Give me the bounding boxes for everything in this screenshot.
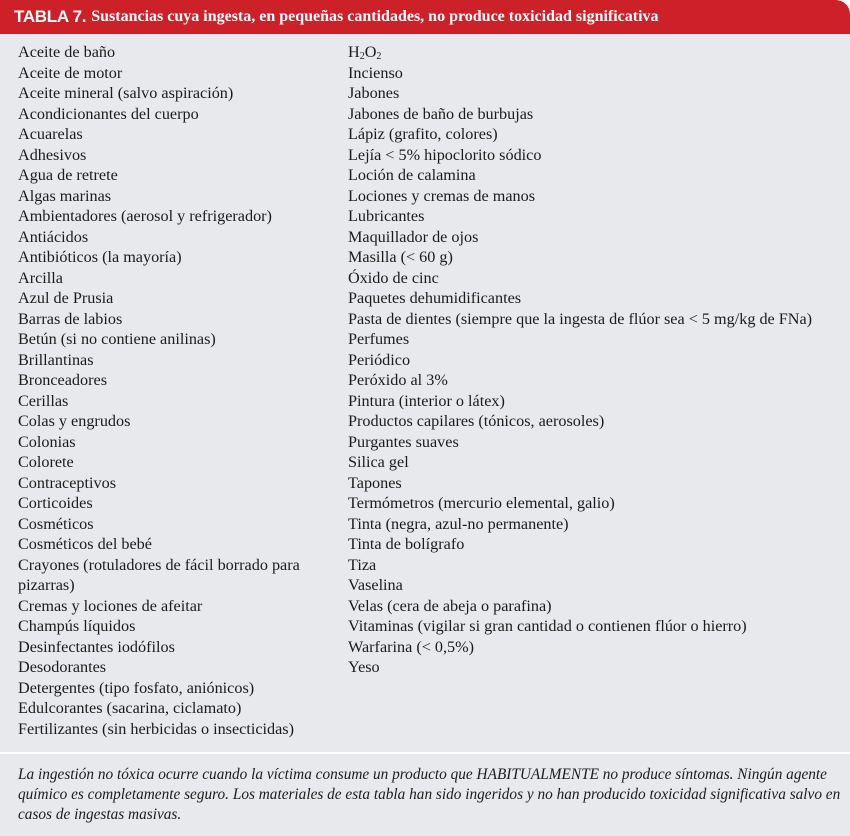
list-item: Agua de retrete <box>18 166 118 184</box>
list-item: Productos capilares (tónicos, aerosoles) <box>348 412 605 430</box>
list-item: Contraceptivos <box>18 473 117 492</box>
list-item: Desodorantes <box>18 658 107 676</box>
list-item: Masilla (< 60 g) <box>348 248 453 266</box>
list-item: Crayones (rotuladores de fácil borrado para pizarras) <box>18 555 300 594</box>
list-item: Silica gel <box>348 453 409 471</box>
footnote-divider <box>0 752 850 754</box>
list-item: Tapones <box>348 473 402 492</box>
list-item: Jabones de baño de burbujas <box>348 104 534 123</box>
list-item: Antiácidos <box>18 227 89 246</box>
list-item: Velas (cera de abeja o parafina) <box>348 596 552 615</box>
list-item: Pasta de dientes (siempre que la ingesta de flúor sea < 5 mg/kg de FNa) <box>348 309 813 328</box>
list-item: Lejía < 5% hipoclorito sódico <box>348 145 542 164</box>
list-item: Arcilla <box>18 268 63 287</box>
table-header <box>0 0 850 34</box>
list-item: Antibióticos (la mayoría) <box>18 248 182 266</box>
list-item: Óxido de cinc <box>348 268 439 287</box>
list-item: Aceite de baño <box>18 43 116 61</box>
list-item: Termómetros (mercurio elemental, galio) <box>348 494 615 512</box>
list-item: Lubricantes <box>348 207 425 225</box>
list-item: Vaselina <box>348 576 403 594</box>
list-item: Aceite de motor <box>18 63 123 82</box>
list-item: Bronceadores <box>18 371 107 389</box>
list-item: Colonias <box>18 432 76 451</box>
list-item: Acuarelas <box>18 125 83 143</box>
list-item: Vitaminas (vigilar si gran cantidad o contienen flúor o hierro) <box>348 617 747 635</box>
list-item: Periódico <box>348 350 411 369</box>
list-item: Barras de labios <box>18 309 123 328</box>
list-item: Yeso <box>348 658 380 676</box>
list-item: Detergentes (tipo fosfato, aniónicos) <box>18 678 255 697</box>
list-item: Tinta (negra, azul-no permanente) <box>348 514 569 533</box>
left-column <box>18 42 338 739</box>
list-item: Adhesivos <box>18 145 87 164</box>
list-item: Tinta de bolígrafo <box>348 535 465 553</box>
list-item: Lociones y cremas de manos <box>348 186 535 205</box>
right-column <box>348 42 840 678</box>
list-item: Tiza <box>348 555 377 574</box>
list-item: Fertilizantes (sin herbicidas o insecticidas) <box>18 719 295 738</box>
list-item-h2o2: $H_2O_2$ <box>348 43 382 62</box>
list-item: Cremas y lociones de afeitar <box>18 596 203 615</box>
list-item: Incienso <box>348 63 403 82</box>
list-item: Loción de calamina <box>348 166 476 184</box>
list-item: Peróxido al 3% <box>348 371 448 389</box>
list-item: Algas marinas <box>18 186 112 205</box>
list-item: Paquetes dehumidificantes <box>348 289 522 307</box>
list-item: Champús líquidos <box>18 617 136 635</box>
list-item: Cosméticos del bebé <box>18 535 152 553</box>
list-item: Acondicionantes del cuerpo <box>18 104 199 123</box>
list-item: Pintura (interior o látex) <box>348 391 505 410</box>
list-item: Cerillas <box>18 391 69 410</box>
table-label: TABLA 7. <box>14 7 87 26</box>
list-item: Corticoides <box>18 494 93 512</box>
list-item: Brillantinas <box>18 350 94 369</box>
list-item: Purgantes suaves <box>348 432 459 451</box>
list-item: Cosméticos <box>18 514 94 533</box>
list-item: Jabones <box>348 84 400 102</box>
list-item: Desinfectantes iodófilos <box>18 637 175 656</box>
list-item: Colorete <box>18 453 74 471</box>
table-title: Sustancias cuya ingesta, en pequeñas cantidades, no produce toxicidad significativa <box>91 8 659 25</box>
list-item: Betún (si no contiene anilinas) <box>18 330 216 348</box>
list-item: Maquillador de ojos <box>348 227 479 246</box>
list-item: Aceite mineral (salvo aspiración) <box>18 84 234 102</box>
list-item: Lápiz (grafito, colores) <box>348 125 498 143</box>
list-item: Perfumes <box>348 330 410 348</box>
table-footnote: La ingestión no tóxica ocurre cuando la víctima consume un producto que HABITUALMENTE no produce síntomas. Ningún agente químico es completamente seguro. Los materiales de esta tabla han sido ingeridos y no han producido toxicidad significativa salvo en casos de ingestas masivas. <box>18 766 841 823</box>
substance-columns <box>0 34 850 750</box>
list-item: Colas y engrudos <box>18 412 131 430</box>
list-item: Warfarina (< 0,5%) <box>348 637 475 656</box>
list-item: Edulcorantes (sacarina, ciclamato) <box>18 699 242 717</box>
list-item: Azul de Prusia <box>18 289 114 307</box>
list-item: Ambientadores (aerosol y refrigerador) <box>18 207 272 225</box>
